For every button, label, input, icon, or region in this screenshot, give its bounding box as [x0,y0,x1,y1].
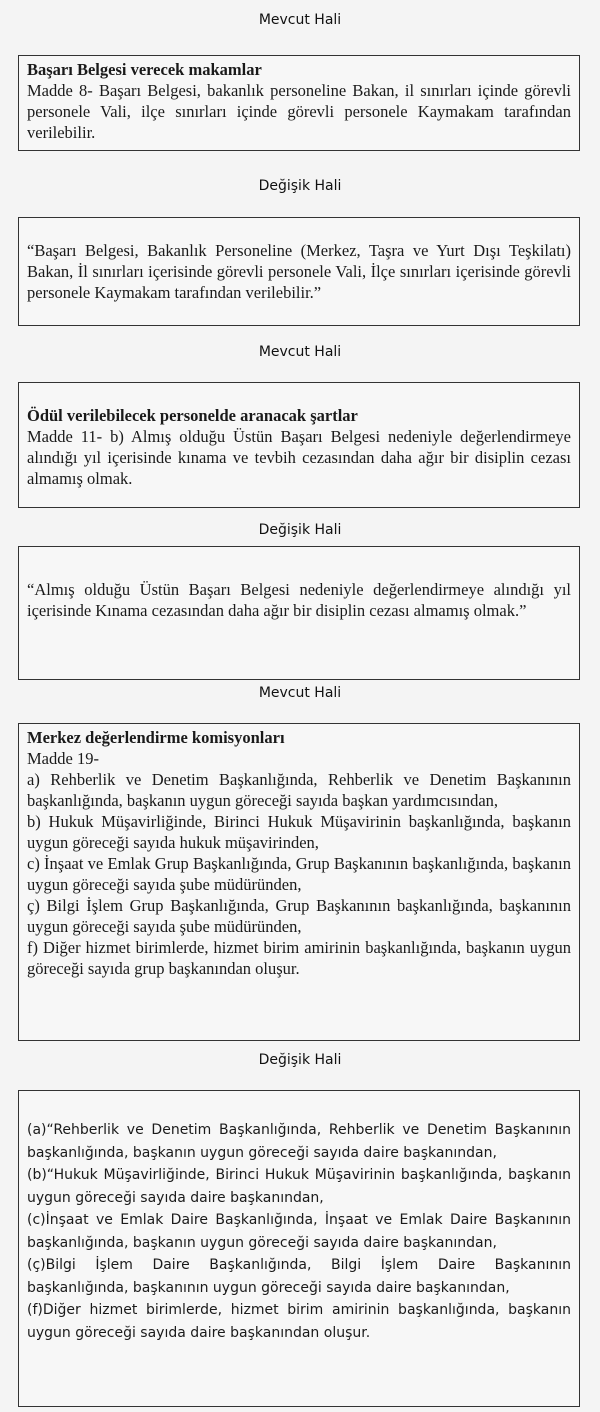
current-text-box [18,723,580,1041]
section-heading: Değişik Hali [258,178,342,194]
current-text-box [18,382,580,508]
article-text: “Başarı Belgesi, Bakanlık Personeline (Merkez, Taşra ve Yurt Dışı Teşkilatı) Bakan, İl sınırları içerisinde görevli personele Vali, İlçe sınırları içerisinde görevli personele Kaymakam tarafından verilebilir.” [27,241,571,302]
clause-b: b) Hukuk Müşavirliğinde, Birinci Hukuk Müşavirinin başkanlığında, başkanın uygun göreceği sayıda hukuk müşavirinden, [27,812,571,852]
article-text: Madde 19- [27,749,99,768]
article-text: Madde 8- Başarı Belgesi, bakanlık personeline Bakan, il sınırları içinde görevli personele Vali, ilçe sınırları içinde görevli personele Kaymakam tarafından verilebilir. [27,81,571,142]
article-title: Merkez değerlendirme komisyonları [27,728,285,747]
clause-f: (f)Diğer hizmet birimlerde, hizmet birim amirinin başkanlığında, başkanın uygun göreceği sayıda daire başkanından oluşur. [27,1302,571,1341]
section-heading: Değişik Hali [258,1052,342,1068]
amended-text-box [18,217,580,326]
clause-c: (c)İnşaat ve Emlak Daire Başkanlığında, İnşaat ve Emlak Daire Başkanının başkanlığında, başkanın uygun göreceği sayıda daire başkanından, [27,1212,571,1251]
clause-a: a) Rehberlik ve Denetim Başkanlığında, Rehberlik ve Denetim Başkanının başkanlığında, başkanın uygun göreceği sayıda başkan yardımcısından, [27,770,571,810]
current-text-box [18,55,580,151]
clause-b: (b)“Hukuk Müşavirliğinde, Birinci Hukuk Müşavirinin başkanlığında, başkanın uygun göreceği sayıda daire başkanından, [27,1167,571,1206]
clause-c-cedilla: ç) Bilgi İşlem Grup Başkanlığında, Grup Başkanının başkanlığında, başkanının uygun göreceği sayıda şube müdüründen, [27,896,571,936]
section-heading: Mevcut Hali [258,685,342,701]
amended-text-box [18,546,580,680]
clause-c-cedilla: (ç)Bilgi İşlem Daire Başkanlığında, Bilgi İşlem Daire Başkanının başkanlığında, başkanının uygun göreceği sayıda daire başkanından, [27,1257,571,1296]
clause-c: c) İnşaat ve Emlak Grup Başkanlığında, Grup Başkanının başkanlığında, başkanın uygun göreceği sayıda şube müdüründen, [27,854,571,894]
article-title: Ödül verilebilecek personelde aranacak şartlar [27,406,358,425]
article-text: “Almış olduğu Üstün Başarı Belgesi nedeniyle değerlendirmeye alındığı yıl içerisinde Kınama cezasından daha ağır bir disiplin cezası almamış olmak.” [27,580,571,620]
clause-a: (a)“Rehberlik ve Denetim Başkanlığında, Rehberlik ve Denetim Başkanının başkanlığında, başkanın uygun göreceği sayıda daire başkanından, [27,1122,571,1161]
amended-text-box [18,1090,580,1407]
article-text: Madde 11- b) Almış olduğu Üstün Başarı Belgesi nedeniyle değerlendirmeye alındığı yıl içerisinde kınama ve tevbih cezasından daha ağır bir disiplin cezası almamış olmak. [27,427,571,488]
section-heading: Mevcut Hali [258,12,342,28]
article-title: Başarı Belgesi verecek makamlar [27,60,262,79]
section-heading: Değişik Hali [258,522,342,538]
section-heading: Mevcut Hali [258,344,342,360]
clause-f: f) Diğer hizmet birimlerde, hizmet birim amirinin başkanlığında, başkanın uygun göreceği sayıda grup başkanından oluşur. [27,938,571,978]
